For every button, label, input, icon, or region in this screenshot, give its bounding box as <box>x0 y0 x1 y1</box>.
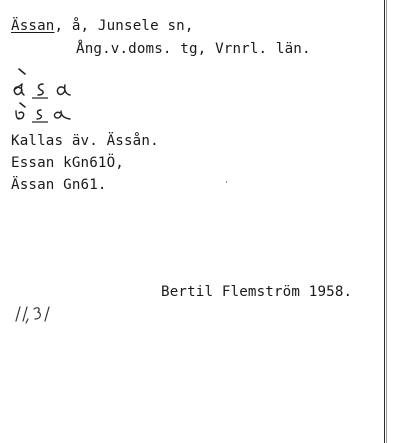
card-edge <box>384 0 385 443</box>
card-line-1 <box>11 19 194 33</box>
note-line-2: Essan kGn61Ö, <box>11 155 124 171</box>
pencil-mark <box>12 303 54 325</box>
headword: Ässan <box>11 18 55 34</box>
card-edge-shadow <box>386 0 387 443</box>
note-line-3: Ässan Gn61. <box>11 177 107 193</box>
card-line-2: Ång.v.doms. tg, Vrnrl. län. <box>76 41 311 57</box>
speck <box>226 181 227 183</box>
collector-signature: Bertil Flemström 1958. <box>161 284 353 300</box>
handwritten-pronunciation <box>10 66 90 124</box>
location-parish: , å, Junsele sn, <box>54 18 194 34</box>
note-line-1: Kallas äv. Ässån. <box>11 133 159 149</box>
